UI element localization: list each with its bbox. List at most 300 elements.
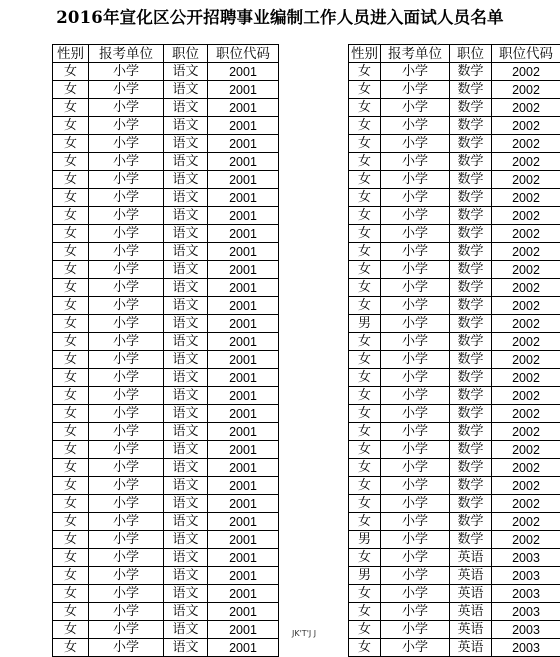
cell-unit: 小学: [89, 567, 164, 585]
cell-position: 语文: [164, 261, 208, 279]
cell-position-code: 2001: [208, 495, 279, 513]
left-table-body: [53, 63, 279, 657]
table-row: [349, 207, 560, 225]
table-row: [53, 351, 279, 369]
cell-gender: 女: [349, 297, 381, 315]
cell-position-code: 2001: [208, 315, 279, 333]
cell-position-code: 2001: [208, 549, 279, 567]
cell-position: 数学: [450, 495, 492, 513]
cell-unit: 小学: [89, 261, 164, 279]
footer-mark: JK'T'J J: [292, 629, 316, 638]
cell-unit: 小学: [89, 315, 164, 333]
cell-position: 语文: [164, 405, 208, 423]
cell-position: 数学: [450, 531, 492, 549]
cell-gender: 女: [53, 207, 89, 225]
left-roster-table: [52, 44, 279, 657]
table-row: [349, 513, 560, 531]
cell-position-code: 2003: [492, 567, 560, 585]
cell-unit: 小学: [89, 477, 164, 495]
cell-position: 数学: [450, 189, 492, 207]
cell-gender: 女: [349, 189, 381, 207]
cell-gender: 女: [53, 549, 89, 567]
table-row: [53, 423, 279, 441]
cell-position: 数学: [450, 351, 492, 369]
cell-position: 语文: [164, 63, 208, 81]
cell-position-code: 2001: [208, 585, 279, 603]
cell-unit: 小学: [381, 117, 450, 135]
cell-gender: 女: [53, 315, 89, 333]
cell-position: 语文: [164, 639, 208, 657]
cell-position-code: 2002: [492, 99, 560, 117]
cell-gender: 女: [349, 405, 381, 423]
cell-gender: 女: [349, 477, 381, 495]
cell-unit: 小学: [381, 315, 450, 333]
cell-gender: 女: [349, 513, 381, 531]
table-row: [349, 549, 560, 567]
cell-gender: 女: [53, 261, 89, 279]
cell-position: 语文: [164, 243, 208, 261]
cell-position-code: 2002: [492, 333, 560, 351]
cell-unit: 小学: [89, 369, 164, 387]
cell-unit: 小学: [89, 603, 164, 621]
table-row: [53, 297, 279, 315]
cell-unit: 小学: [381, 495, 450, 513]
table-row: [349, 585, 560, 603]
table-row: [53, 405, 279, 423]
cell-gender: 女: [349, 279, 381, 297]
cell-unit: 小学: [381, 171, 450, 189]
cell-unit: 小学: [89, 63, 164, 81]
cell-position: 语文: [164, 531, 208, 549]
page-title: 2016年宣化区公开招聘事业编制工作人员进入面试人员名单: [0, 4, 560, 28]
table-row: [349, 315, 560, 333]
cell-gender: 男: [349, 531, 381, 549]
cell-unit: 小学: [381, 333, 450, 351]
cell-unit: 小学: [381, 531, 450, 549]
cell-gender: 女: [53, 117, 89, 135]
header-position: 职位: [164, 45, 208, 63]
cell-gender: 女: [53, 585, 89, 603]
table-row: [53, 621, 279, 639]
cell-unit: 小学: [381, 567, 450, 585]
cell-position-code: 2002: [492, 513, 560, 531]
table-row: [349, 117, 560, 135]
cell-position-code: 2001: [208, 405, 279, 423]
cell-position: 语文: [164, 117, 208, 135]
cell-position: 语文: [164, 477, 208, 495]
cell-gender: 女: [53, 441, 89, 459]
cell-gender: 女: [349, 243, 381, 261]
cell-position-code: 2002: [492, 405, 560, 423]
cell-position: 语文: [164, 549, 208, 567]
cell-gender: 女: [53, 405, 89, 423]
table-row: [349, 279, 560, 297]
cell-gender: 女: [53, 621, 89, 639]
cell-position-code: 2002: [492, 531, 560, 549]
table-header-row: [349, 45, 560, 63]
cell-position-code: 2001: [208, 423, 279, 441]
cell-unit: 小学: [381, 351, 450, 369]
cell-unit: 小学: [381, 297, 450, 315]
cell-position-code: 2001: [208, 297, 279, 315]
cell-unit: 小学: [381, 477, 450, 495]
table-row: [349, 387, 560, 405]
cell-position: 语文: [164, 513, 208, 531]
cell-gender: 女: [53, 495, 89, 513]
cell-position: 语文: [164, 315, 208, 333]
cell-position-code: 2002: [492, 351, 560, 369]
cell-position: 数学: [450, 117, 492, 135]
cell-position-code: 2001: [208, 117, 279, 135]
cell-unit: 小学: [89, 549, 164, 567]
cell-position: 语文: [164, 297, 208, 315]
cell-position: 语文: [164, 279, 208, 297]
cell-gender: 女: [53, 477, 89, 495]
cell-unit: 小学: [89, 639, 164, 657]
cell-gender: 女: [53, 531, 89, 549]
cell-position-code: 2001: [208, 99, 279, 117]
cell-gender: 女: [53, 189, 89, 207]
cell-position: 数学: [450, 171, 492, 189]
cell-position-code: 2002: [492, 63, 560, 81]
cell-position: 英语: [450, 549, 492, 567]
cell-unit: 小学: [381, 99, 450, 117]
header-position: 职位: [450, 45, 492, 63]
cell-position: 数学: [450, 423, 492, 441]
table-row: [53, 603, 279, 621]
right-table-body: [349, 63, 560, 657]
cell-position-code: 2001: [208, 81, 279, 99]
cell-gender: 女: [53, 279, 89, 297]
cell-gender: 女: [53, 63, 89, 81]
cell-gender: 女: [349, 549, 381, 567]
cell-unit: 小学: [89, 351, 164, 369]
cell-position-code: 2003: [492, 603, 560, 621]
table-row: [53, 189, 279, 207]
cell-gender: 女: [349, 369, 381, 387]
cell-unit: 小学: [381, 513, 450, 531]
cell-position-code: 2002: [492, 387, 560, 405]
cell-position: 语文: [164, 603, 208, 621]
cell-position: 数学: [450, 405, 492, 423]
cell-position-code: 2002: [492, 243, 560, 261]
cell-position: 语文: [164, 333, 208, 351]
table-row: [53, 99, 279, 117]
cell-gender: 女: [349, 171, 381, 189]
cell-position: 数学: [450, 333, 492, 351]
table-row: [349, 153, 560, 171]
cell-position-code: 2002: [492, 153, 560, 171]
cell-unit: 小学: [89, 243, 164, 261]
cell-gender: 女: [349, 63, 381, 81]
cell-unit: 小学: [89, 153, 164, 171]
cell-gender: 女: [53, 135, 89, 153]
header-position-code: 职位代码: [208, 45, 279, 63]
cell-position-code: 2002: [492, 117, 560, 135]
cell-position-code: 2002: [492, 261, 560, 279]
cell-position: 数学: [450, 99, 492, 117]
cell-gender: 女: [349, 459, 381, 477]
table-row: [349, 225, 560, 243]
cell-gender: 女: [53, 225, 89, 243]
cell-position-code: 2003: [492, 549, 560, 567]
table-row: [349, 495, 560, 513]
cell-unit: 小学: [381, 153, 450, 171]
cell-position: 英语: [450, 603, 492, 621]
cell-position-code: 2001: [208, 603, 279, 621]
cell-position: 语文: [164, 387, 208, 405]
cell-gender: 女: [349, 135, 381, 153]
cell-gender: 女: [53, 369, 89, 387]
header-gender: 性别: [349, 45, 381, 63]
cell-unit: 小学: [89, 135, 164, 153]
cell-position-code: 2002: [492, 459, 560, 477]
cell-unit: 小学: [89, 297, 164, 315]
cell-gender: 女: [53, 333, 89, 351]
cell-unit: 小学: [381, 81, 450, 99]
table-row: [53, 63, 279, 81]
cell-position-code: 2001: [208, 207, 279, 225]
cell-position-code: 2001: [208, 333, 279, 351]
cell-position-code: 2002: [492, 135, 560, 153]
cell-unit: 小学: [89, 279, 164, 297]
cell-position: 语文: [164, 423, 208, 441]
cell-position-code: 2002: [492, 297, 560, 315]
cell-position: 数学: [450, 243, 492, 261]
cell-position: 数学: [450, 441, 492, 459]
table-row: [53, 531, 279, 549]
cell-position-code: 2001: [208, 279, 279, 297]
table-row: [349, 405, 560, 423]
cell-unit: 小学: [381, 585, 450, 603]
cell-position-code: 2001: [208, 351, 279, 369]
cell-position-code: 2001: [208, 459, 279, 477]
table-row: [349, 639, 560, 657]
cell-position-code: 2002: [492, 225, 560, 243]
cell-unit: 小学: [381, 621, 450, 639]
cell-position-code: 2001: [208, 639, 279, 657]
table-row: [349, 567, 560, 585]
table-row: [349, 63, 560, 81]
table-row: [349, 243, 560, 261]
cell-gender: 女: [349, 225, 381, 243]
cell-gender: 男: [349, 315, 381, 333]
cell-unit: 小学: [89, 513, 164, 531]
cell-position: 数学: [450, 153, 492, 171]
cell-position: 数学: [450, 135, 492, 153]
cell-position-code: 2003: [492, 639, 560, 657]
table-row: [53, 459, 279, 477]
table-row: [53, 261, 279, 279]
cell-position-code: 2002: [492, 81, 560, 99]
cell-position-code: 2001: [208, 243, 279, 261]
cell-gender: 女: [53, 387, 89, 405]
cell-position: 语文: [164, 99, 208, 117]
cell-position-code: 2001: [208, 63, 279, 81]
table-row: [53, 477, 279, 495]
cell-position: 语文: [164, 567, 208, 585]
table-row: [349, 621, 560, 639]
table-row: [53, 315, 279, 333]
cell-position: 语文: [164, 369, 208, 387]
cell-gender: 女: [349, 333, 381, 351]
table-row: [349, 441, 560, 459]
cell-gender: 男: [349, 567, 381, 585]
cell-position-code: 2002: [492, 207, 560, 225]
cell-gender: 女: [349, 495, 381, 513]
cell-position: 数学: [450, 297, 492, 315]
cell-position: 英语: [450, 639, 492, 657]
cell-position-code: 2001: [208, 477, 279, 495]
cell-gender: 女: [349, 99, 381, 117]
cell-position: 数学: [450, 207, 492, 225]
cell-position: 数学: [450, 477, 492, 495]
cell-gender: 女: [349, 441, 381, 459]
cell-position-code: 2002: [492, 279, 560, 297]
header-position-code: 职位代码: [492, 45, 560, 63]
cell-unit: 小学: [381, 261, 450, 279]
cell-gender: 女: [53, 351, 89, 369]
table-row: [53, 639, 279, 657]
cell-position-code: 2001: [208, 441, 279, 459]
cell-position-code: 2001: [208, 513, 279, 531]
cell-gender: 女: [53, 171, 89, 189]
cell-unit: 小学: [381, 639, 450, 657]
header-gender: 性别: [53, 45, 89, 63]
cell-unit: 小学: [89, 81, 164, 99]
cell-unit: 小学: [89, 441, 164, 459]
cell-unit: 小学: [89, 495, 164, 513]
cell-position: 数学: [450, 459, 492, 477]
cell-gender: 女: [53, 639, 89, 657]
cell-position-code: 2002: [492, 495, 560, 513]
table-row: [53, 549, 279, 567]
table-row: [349, 189, 560, 207]
table-row: [349, 261, 560, 279]
cell-unit: 小学: [89, 387, 164, 405]
cell-unit: 小学: [381, 549, 450, 567]
cell-position: 语文: [164, 495, 208, 513]
cell-position: 语文: [164, 441, 208, 459]
table-row: [53, 153, 279, 171]
table-row: [349, 423, 560, 441]
cell-position-code: 2001: [208, 621, 279, 639]
cell-position: 数学: [450, 315, 492, 333]
table-row: [53, 117, 279, 135]
cell-position-code: 2001: [208, 261, 279, 279]
cell-position: 语文: [164, 171, 208, 189]
cell-position: 数学: [450, 63, 492, 81]
cell-gender: 女: [53, 81, 89, 99]
cell-position-code: 2003: [492, 585, 560, 603]
table-row: [53, 369, 279, 387]
cell-position-code: 2001: [208, 531, 279, 549]
cell-unit: 小学: [381, 441, 450, 459]
cell-gender: 女: [53, 243, 89, 261]
cell-position: 语文: [164, 459, 208, 477]
cell-position: 语文: [164, 351, 208, 369]
cell-gender: 女: [53, 513, 89, 531]
cell-unit: 小学: [89, 189, 164, 207]
cell-position: 数学: [450, 279, 492, 297]
cell-gender: 女: [349, 153, 381, 171]
cell-position-code: 2001: [208, 567, 279, 585]
cell-gender: 女: [349, 207, 381, 225]
cell-gender: 女: [53, 153, 89, 171]
cell-unit: 小学: [89, 171, 164, 189]
cell-gender: 女: [53, 99, 89, 117]
cell-unit: 小学: [89, 333, 164, 351]
cell-position-code: 2001: [208, 153, 279, 171]
cell-unit: 小学: [381, 405, 450, 423]
cell-unit: 小学: [89, 531, 164, 549]
cell-gender: 女: [349, 423, 381, 441]
table-row: [53, 207, 279, 225]
cell-unit: 小学: [89, 423, 164, 441]
table-row: [53, 567, 279, 585]
cell-unit: 小学: [89, 459, 164, 477]
cell-position-code: 2002: [492, 315, 560, 333]
cell-position-code: 2001: [208, 135, 279, 153]
cell-position: 语文: [164, 153, 208, 171]
cell-unit: 小学: [381, 225, 450, 243]
cell-unit: 小学: [381, 135, 450, 153]
cell-unit: 小学: [381, 459, 450, 477]
table-row: [349, 135, 560, 153]
cell-unit: 小学: [381, 189, 450, 207]
table-row: [53, 135, 279, 153]
cell-position: 数学: [450, 513, 492, 531]
cell-position-code: 2002: [492, 441, 560, 459]
cell-position: 语文: [164, 81, 208, 99]
cell-position: 数学: [450, 81, 492, 99]
header-unit: 报考单位: [89, 45, 164, 63]
table-row: [53, 441, 279, 459]
cell-gender: 女: [349, 261, 381, 279]
table-row: [349, 81, 560, 99]
table-row: [349, 459, 560, 477]
cell-position: 英语: [450, 567, 492, 585]
cell-unit: 小学: [381, 63, 450, 81]
cell-unit: 小学: [89, 117, 164, 135]
cell-position-code: 2002: [492, 171, 560, 189]
cell-position: 数学: [450, 225, 492, 243]
cell-unit: 小学: [381, 603, 450, 621]
cell-unit: 小学: [381, 207, 450, 225]
cell-gender: 女: [349, 387, 381, 405]
table-row: [349, 369, 560, 387]
table-row: [349, 333, 560, 351]
cell-gender: 女: [349, 603, 381, 621]
cell-position-code: 2001: [208, 189, 279, 207]
table-row: [53, 225, 279, 243]
cell-position-code: 2002: [492, 477, 560, 495]
table-row: [349, 171, 560, 189]
cell-position: 数学: [450, 369, 492, 387]
cell-gender: 女: [53, 297, 89, 315]
cell-unit: 小学: [381, 243, 450, 261]
table-row: [349, 603, 560, 621]
cell-position: 数学: [450, 261, 492, 279]
cell-gender: 女: [53, 603, 89, 621]
table-row: [349, 297, 560, 315]
cell-position-code: 2002: [492, 189, 560, 207]
cell-gender: 女: [349, 621, 381, 639]
cell-position-code: 2002: [492, 423, 560, 441]
cell-position: 英语: [450, 585, 492, 603]
table-row: [53, 513, 279, 531]
cell-unit: 小学: [381, 423, 450, 441]
